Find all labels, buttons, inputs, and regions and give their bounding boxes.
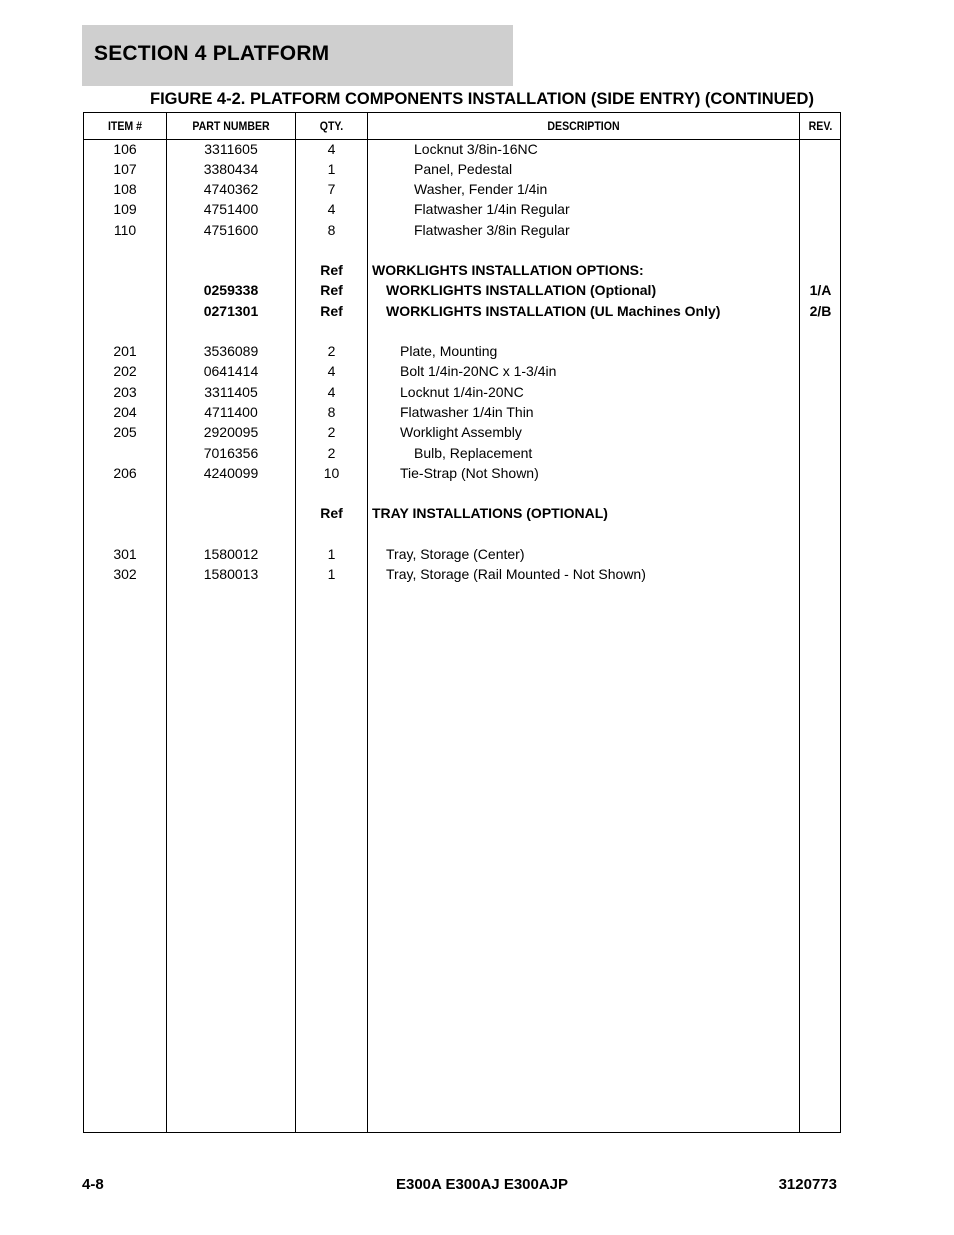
part-number-cell: 4240099 bbox=[203, 465, 259, 481]
table-row bbox=[84, 503, 840, 523]
part-number-cell: 3311405 bbox=[204, 384, 258, 400]
item-cell: 202 bbox=[113, 363, 137, 379]
description-cell: WORKLIGHTS INSTALLATION (UL Machines Only) bbox=[386, 303, 721, 319]
table-row bbox=[84, 402, 840, 422]
header-qty: QTY. bbox=[319, 119, 344, 133]
part-number-cell: 1580012 bbox=[203, 546, 259, 562]
part-number-cell: 0271301 bbox=[203, 303, 259, 319]
qty-cell: 10 bbox=[323, 465, 340, 481]
item-cell: 107 bbox=[113, 161, 137, 177]
description-cell: Flatwasher 1/4in Thin bbox=[400, 404, 534, 420]
part-number-cell: 4711400 bbox=[204, 404, 258, 420]
qty-cell: 1 bbox=[327, 566, 336, 582]
section-title: SECTION 4 PLATFORM bbox=[94, 42, 330, 65]
item-cell: 106 bbox=[113, 141, 137, 157]
qty-cell: 7 bbox=[327, 181, 336, 197]
footer-doc-number: 3120773 bbox=[778, 1176, 837, 1193]
qty-cell: Ref bbox=[320, 303, 343, 319]
qty-cell: 1 bbox=[327, 161, 336, 177]
description-cell: Flatwasher 1/4in Regular bbox=[414, 201, 570, 217]
figure-title: FIGURE 4-2. PLATFORM COMPONENTS INSTALLATION (SIDE ENTRY) (CONTINUED) bbox=[150, 90, 814, 108]
table-row bbox=[84, 361, 840, 381]
rev-cell: 2/B bbox=[809, 303, 832, 319]
item-cell: 205 bbox=[113, 424, 137, 440]
table-row bbox=[84, 139, 840, 159]
description-cell: WORKLIGHTS INSTALLATION (Optional) bbox=[386, 282, 657, 298]
table-row bbox=[84, 260, 840, 280]
qty-cell: Ref bbox=[320, 505, 343, 521]
table-row bbox=[84, 199, 840, 219]
header-part-number: PART NUMBER bbox=[192, 119, 270, 133]
part-number-cell: 7016356 bbox=[203, 445, 259, 461]
description-cell: Bolt 1/4in-20NC x 1-3/4in bbox=[400, 363, 557, 379]
qty-cell: 4 bbox=[327, 363, 336, 379]
item-cell: 201 bbox=[113, 343, 137, 359]
item-cell: 108 bbox=[113, 181, 137, 197]
table-row bbox=[84, 159, 840, 179]
qty-cell: Ref bbox=[320, 262, 343, 278]
description-cell: Bulb, Replacement bbox=[414, 445, 533, 461]
description-cell: Washer, Fender 1/4in bbox=[414, 181, 548, 197]
table-row bbox=[84, 382, 840, 402]
qty-cell: 2 bbox=[327, 445, 336, 461]
item-cell: 203 bbox=[113, 384, 137, 400]
description-cell: Locknut 1/4in-20NC bbox=[400, 384, 524, 400]
item-cell: 206 bbox=[113, 465, 137, 481]
part-number-cell: 1580013 bbox=[203, 566, 259, 582]
table-row bbox=[84, 179, 840, 199]
qty-cell: 2 bbox=[327, 343, 336, 359]
part-number-cell: 4751400 bbox=[203, 201, 259, 217]
description-cell: Worklight Assembly bbox=[400, 424, 522, 440]
table-row bbox=[84, 443, 840, 463]
description-cell: Locknut 3/8in-16NC bbox=[414, 141, 538, 157]
footer-page-number: 4-8 bbox=[82, 1176, 104, 1193]
header-rev: REV. bbox=[808, 119, 833, 133]
qty-cell: Ref bbox=[320, 282, 343, 298]
table-row bbox=[84, 280, 840, 300]
qty-cell: 8 bbox=[327, 404, 336, 420]
table-row bbox=[84, 220, 840, 240]
qty-cell: 4 bbox=[327, 384, 336, 400]
part-number-cell: 0641414 bbox=[203, 363, 259, 379]
qty-cell: 8 bbox=[327, 222, 336, 238]
description-cell: Plate, Mounting bbox=[400, 343, 498, 359]
qty-cell: 2 bbox=[327, 424, 336, 440]
qty-cell: 1 bbox=[327, 546, 336, 562]
table-row bbox=[84, 301, 840, 321]
header-item: ITEM # bbox=[107, 119, 143, 133]
description-cell: Tie-Strap (Not Shown) bbox=[400, 465, 539, 481]
description-cell: Tray, Storage (Center) bbox=[386, 546, 525, 562]
item-cell: 109 bbox=[113, 201, 137, 217]
item-cell: 301 bbox=[113, 546, 137, 562]
table-row bbox=[84, 564, 840, 584]
qty-cell: 4 bbox=[327, 141, 336, 157]
item-cell: 110 bbox=[113, 222, 137, 238]
part-number-cell: 3311605 bbox=[204, 141, 258, 157]
description-cell: Flatwasher 3/8in Regular bbox=[414, 222, 570, 238]
part-number-cell: 4751600 bbox=[203, 222, 259, 238]
part-number-cell: 0259338 bbox=[203, 282, 259, 298]
item-cell: 204 bbox=[113, 404, 137, 420]
item-cell: 302 bbox=[113, 566, 137, 582]
rev-cell: 1/A bbox=[809, 282, 832, 298]
description-cell: Tray, Storage (Rail Mounted - Not Shown) bbox=[386, 566, 646, 582]
qty-cell: 4 bbox=[327, 201, 336, 217]
table-row bbox=[84, 341, 840, 361]
table-row bbox=[84, 422, 840, 442]
part-number-cell: 3536089 bbox=[203, 343, 259, 359]
part-number-cell: 3380434 bbox=[203, 161, 259, 177]
part-number-cell: 2920095 bbox=[203, 424, 259, 440]
description-cell: WORKLIGHTS INSTALLATION OPTIONS: bbox=[372, 262, 644, 278]
table-row bbox=[84, 544, 840, 564]
part-number-cell: 4740362 bbox=[203, 181, 259, 197]
parts-table bbox=[83, 112, 841, 1133]
header-description: DESCRIPTION bbox=[547, 119, 620, 133]
description-cell: TRAY INSTALLATIONS (OPTIONAL) bbox=[372, 505, 608, 521]
footer-models: E300A E300AJ E300AJP bbox=[395, 1176, 569, 1193]
table-row bbox=[84, 463, 840, 483]
description-cell: Panel, Pedestal bbox=[414, 161, 513, 177]
